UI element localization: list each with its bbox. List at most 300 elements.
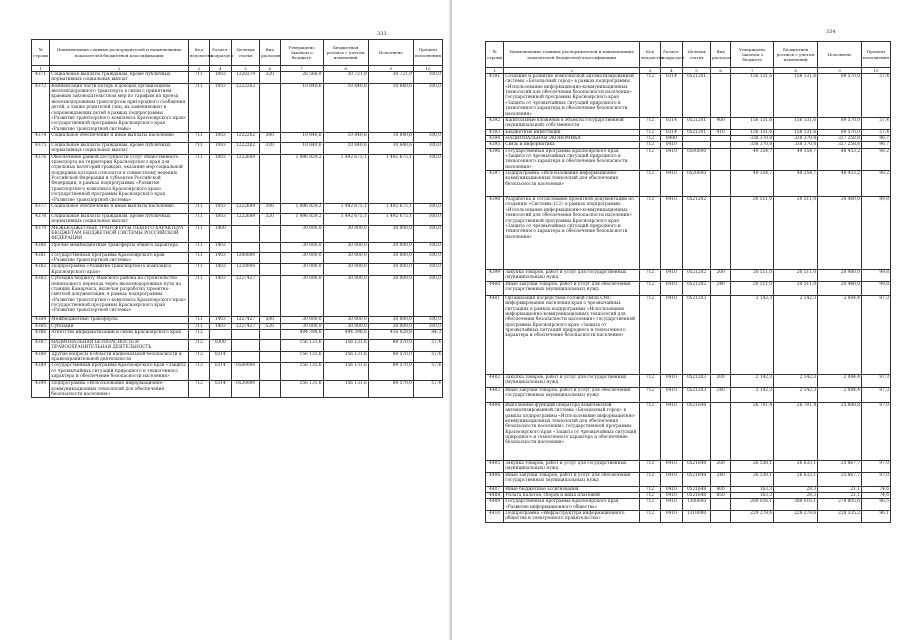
department-code-cell: 711 [189,225,209,242]
table-row [486,499,891,511]
department-code-cell: 711 [189,317,209,323]
table-row [32,154,443,203]
target-article-cell [232,351,260,363]
executed-amount-cell: 10 840,6 [368,142,413,154]
percent-cell: 96,7 [861,135,890,141]
col-number: 4 [209,66,232,72]
percent-cell: 84,3 [413,329,442,339]
percent-cell: 57,4 [413,381,442,398]
section-code-cell: 0410 [660,492,683,498]
percent-cell: 100,0 [413,276,442,317]
expense-type-cell: 320 [260,72,280,84]
row-number-cell: 4390 [32,381,50,398]
row-name-cell: Бюджетные инвестиции [504,129,640,135]
row-name-cell: Связь и информатика [504,142,640,148]
col-header-executed: Исполнено [818,42,862,68]
col-header-percent: Процент исполнения [861,42,890,68]
row-number-cell: 4405 [486,460,504,472]
approved-amount-cell: 20 511,0 [731,270,774,282]
row-number-cell: 4386 [32,329,50,339]
section-code-cell: 0314 [209,381,232,398]
target-article-cell: 1200000 [232,252,260,264]
row-number-cell: 4408 [486,492,504,498]
percent-cell: 74,6 [861,492,890,498]
executed-amount-cell: 30 000,0 [368,317,413,323]
percent-cell: 100,0 [413,252,442,264]
department-code-cell: 712 [640,117,660,129]
percent-cell: 100,0 [413,203,442,213]
budget-list-amount-cell: 156 131,6 [323,339,368,351]
approved-amount-cell: 30 000,0 [280,276,323,317]
executed-amount-cell: 25 888,8 [818,402,862,460]
target-article-cell: 1220000 [232,264,260,276]
table-row [32,329,443,339]
table-row [32,83,443,132]
percent-cell: 100,0 [413,264,442,276]
section-code-cell: 0410 [660,148,683,170]
expense-type-cell [710,197,730,270]
col-number: 5 [683,68,711,74]
expense-type-cell [260,242,280,252]
executed-amount-cell: 10 840,6 [368,83,413,132]
row-name-cell: Закупка товаров, работ и услуг для государственных (муниципальных) нужд [504,374,640,387]
row-number-cell: 4394 [486,135,504,141]
percent-cell: 100,0 [413,323,442,329]
expense-type-cell: 300 [260,203,280,213]
department-code-cell: 712 [640,472,660,486]
row-name-cell: Государственная программа Красноярского края «Развитие транспортной системы» [50,252,189,264]
approved-amount-cell: 49 354,7 [731,171,774,197]
section-code-cell: 0410 [660,281,683,295]
row-name-cell: Создание и развитие комплексной автоматизированной системы «Безопасный город» в рамках подпрограммы «Использование информационно-коммуникационных технологий для обеспечения безопасности населения» государственной программы Красноярского края «Защита от чрезвычайных ситуаций природного и техногенного характера и обеспечение безопасности населения» [504,74,640,118]
target-article-cell: 0520000 [232,381,260,398]
percent-cell: 97,3 [861,295,890,374]
row-number-cell: 4376 [32,154,50,203]
department-code-cell: 712 [189,329,209,339]
row-number-cell: 4372 [32,83,50,132]
budget-list-amount-cell: 156 131,6 [774,74,818,118]
department-code-cell: 712 [640,510,660,522]
approved-amount-cell: 30 000,0 [280,242,323,252]
expense-type-cell [260,83,280,132]
executed-amount-cell: 89 570,0 [368,381,413,398]
table-row [32,142,443,154]
section-code-cell: 0410 [660,510,683,522]
row-name-cell: Иные закупки товаров, работ и услуг для обеспечения государственных (муниципальных) нужд [504,281,640,295]
col-number: 5 [232,66,260,72]
table-row [486,374,891,387]
department-code-cell: 712 [640,197,660,270]
row-name-cell: Социальные выплаты гражданам, кроме публичных нормативных социальных выплат [50,72,189,84]
approved-amount-cell: 30 000,0 [280,225,323,242]
expense-type-cell [710,510,730,522]
col-number: 9 [818,68,862,74]
row-number-cell: 4404 [486,402,504,460]
budget-list-amount-cell: 1 492 675,1 [323,213,368,225]
col-header-budget-list: Бюджетная роспись с учетом изменений [323,40,368,66]
row-number-cell: 4397 [486,171,504,197]
target-article-cell: 0521202 [683,270,711,282]
section-code-cell: 1403 [209,264,232,276]
approved-amount-cell: 338 370,8 [731,135,774,141]
approved-amount-cell: 494 398,6 [280,329,323,339]
expense-type-cell: 320 [260,213,280,225]
target-article-cell: 0521648 [683,460,711,472]
expense-type-cell: 520 [260,323,280,329]
target-article-cell: 1227427 [232,317,260,323]
section-code-cell: 1003 [209,203,232,213]
target-article-cell: 1222689 [232,154,260,203]
budget-list-amount-cell: 49 354,7 [774,171,818,197]
page-number: 333 [377,31,387,37]
col-header-approved: Утверждено Законом о бюджете [731,42,774,68]
budget-list-amount-cell: 229 278,6 [774,510,818,522]
section-code-cell: 1403 [209,276,232,317]
col-number: 4 [660,68,683,74]
table-row [486,402,891,460]
percent-cell: 100,0 [413,225,442,242]
col-header-executed: Исполнено [368,40,413,66]
approved-amount-cell: 2 142,3 [731,374,774,387]
row-number-cell: 4396 [486,148,504,170]
row-number-cell: 4398 [486,197,504,270]
approved-amount-cell: 156 131,6 [280,381,323,398]
approved-amount-cell: 156 131,6 [731,117,774,129]
col-header-name: Наименование главных распорядителей и наименование показателей бюджетной классификации [504,42,640,68]
row-number-cell: 4402 [486,374,504,387]
col-number: 2 [50,66,189,72]
col-number: 7 [731,68,774,74]
table-row [32,363,443,381]
row-name-cell: Иные бюджетные ассигнования [504,486,640,492]
budget-list-amount-cell: 30 721,9 [323,72,368,84]
left-page [0,0,452,640]
budget-list-amount-cell: 30 000,0 [323,225,368,242]
department-code-cell: 711 [189,72,209,84]
approved-amount-cell: 30 000,0 [280,252,323,264]
row-name-cell: Компенсация части потерь в доходах организациям железнодорожного транспорта в связи с принятием краевым законодательством мер по тарифам на проезд железнодорожным транспортом пригородного сообщения детей, а также родителей (лиц, их заменяющих) и сопровождающих детей в рамках подпрограммы «Развитие транспортного комплекса Красноярского края» государственной программы Красноярского края «Развитие транспортной системы» [50,83,189,132]
row-name-cell: Иные закупки товаров, работ и услуг для обеспечения государственных (муниципальных) нужд [504,387,640,402]
section-code-cell: 0300 [209,339,232,351]
department-code-cell: 712 [640,142,660,148]
department-code-cell: 711 [189,154,209,203]
col-header-target-article: Целевая статья [232,40,260,66]
department-code-cell: 712 [640,460,660,472]
row-name-cell: Государственная программа Красноярского края «Развитие информационного общества» [504,499,640,511]
row-number-cell: 4392 [486,117,504,129]
executed-amount-cell: 1 492 675,1 [368,203,413,213]
row-name-cell: Прочие межбюджетные трансферты общего характера [50,242,189,252]
budget-list-amount-cell: 494 398,6 [323,329,368,339]
row-number-cell: 4393 [486,129,504,135]
budget-list-amount-cell: 10 840,6 [323,132,368,142]
row-name-cell: Иные закупки товаров, работ и услуг для обеспечения государственных (муниципальных) нужд [504,472,640,486]
target-article-cell: 1222262 [232,132,260,142]
percent-cell: 96,1 [861,510,890,522]
department-code-cell: 712 [640,171,660,197]
right-page [452,0,905,640]
approved-amount-cell: 156 131,6 [731,129,774,135]
target-article-cell: 1222689 [232,213,260,225]
executed-amount-cell: 327 258,8 [818,135,862,141]
table-row [486,197,891,270]
budget-list-amount-cell: 30 000,0 [323,276,368,317]
executed-amount-cell: 89 570,0 [368,351,413,363]
budget-list-amount-cell: 30 000,0 [323,242,368,252]
expense-type-cell [260,381,280,398]
approved-amount-cell: 156 131,6 [280,351,323,363]
row-name-cell: Подпрограмма «Использование информационно-коммуникационных технологий для обеспечения безопасности населения» [504,171,640,197]
budget-list-amount-cell: 156 131,6 [774,129,818,135]
section-code-cell: 1003 [209,72,232,84]
executed-amount-cell: 21,1 [818,492,862,498]
approved-amount-cell: 30 000,0 [280,323,323,329]
department-code-cell: 712 [640,387,660,402]
department-code-cell: 711 [189,252,209,264]
table-row [486,171,891,197]
target-article-cell: 0521648 [683,402,711,460]
target-article-cell: 0521201 [683,129,711,135]
approved-amount-cell: 2 142,3 [731,295,774,374]
target-article-cell [232,225,260,242]
table-row [32,242,443,252]
row-name-cell: НАЦИОНАЛЬНАЯ ЭКОНОМИКА [504,135,640,141]
col-number: 6 [260,66,280,72]
executed-amount-cell: 2 084,4 [818,387,862,402]
section-code-cell: 0314 [660,129,683,135]
approved-amount-cell: 338 370,8 [731,142,774,148]
col-header-expense-type: Вид расходов [710,42,730,68]
expense-type-cell: 240 [710,387,730,402]
percent-cell: 98,2 [861,171,890,197]
approved-amount-cell: 163,3 [731,492,774,498]
row-number-cell: 4381 [32,252,50,264]
executed-amount-cell: 48 453,2 [818,171,862,197]
percent-cell: 99,8 [861,281,890,295]
col-header-approved: Утверждено Законом о бюджете [280,40,323,66]
percent-cell: 57,4 [413,351,442,363]
executed-amount-cell: 30 000,0 [368,264,413,276]
col-number: 6 [710,68,730,74]
executed-amount-cell: 1 492 675,1 [368,213,413,225]
row-number-cell: 4399 [486,270,504,282]
budget-execution-table [485,41,891,523]
row-name-cell: Подпрограмма «Инфраструктура информационного общества и электронного правительства» [504,510,640,522]
table-body [32,72,443,398]
section-code-cell [209,329,232,339]
col-header-department-code: Код ведомства [640,42,660,68]
table-row [486,148,891,170]
percent-cell: 99,8 [861,270,890,282]
row-number-cell: 4391 [486,74,504,118]
executed-amount-cell: 30 000,0 [368,323,413,329]
table-row [32,381,443,398]
department-code-cell: 712 [189,351,209,363]
row-number-cell: 4410 [486,510,504,522]
budget-list-amount-cell: 156 131,6 [323,351,368,363]
expense-type-cell [710,402,730,460]
approved-amount-cell: 289 016,1 [731,499,774,511]
expense-type-cell [260,351,280,363]
budget-list-amount-cell: 338 370,8 [774,135,818,141]
executed-amount-cell: 1 492 675,1 [368,154,413,203]
percent-cell: 57,4 [861,129,890,135]
col-header-section: Раздел-подраздел [209,40,232,66]
target-article-cell: 0521203 [683,295,711,374]
section-code-cell: 0410 [660,295,683,374]
target-article-cell: 0521202 [683,197,711,270]
section-code-cell: 1003 [209,213,232,225]
row-number-cell: 4400 [486,281,504,295]
executed-amount-cell: 30 000,0 [368,242,413,252]
col-header-department-code: Код ведомства [189,40,209,66]
target-article-cell: 1227427 [232,276,260,317]
percent-cell: 57,4 [413,363,442,381]
approved-amount-cell: 1 496 829,2 [280,154,323,203]
col-header-expense-type: Вид расходов [260,40,280,66]
department-code-cell: 711 [189,83,209,132]
target-article-cell [232,329,260,339]
approved-amount-cell: 156 131,6 [280,339,323,351]
approved-amount-cell: 30 000,0 [280,317,323,323]
approved-amount-cell: 10 840,6 [280,83,323,132]
department-code-cell: 711 [189,264,209,276]
col-header-name: Наименование главных распорядителей и наименование показателей бюджетной классификации [50,40,189,66]
budget-list-amount-cell: 20 511,0 [774,281,818,295]
budget-list-amount-cell: 10 840,6 [323,83,368,132]
executed-amount-cell: 327 258,8 [818,142,862,148]
expense-type-cell [710,148,730,170]
target-article-cell: 1227427 [232,323,260,329]
executed-amount-cell: 89 570,0 [368,363,413,381]
budget-list-amount-cell: 1 492 675,1 [323,203,368,213]
row-name-cell: Уплата налогов, сборов и иных платежей [504,492,640,498]
budget-list-amount-cell: 2 142,3 [774,374,818,387]
executed-amount-cell: 89 570,0 [818,74,862,118]
expense-type-cell [710,171,730,197]
section-code-cell: 0410 [660,270,683,282]
executed-amount-cell: 48 453,2 [818,148,862,170]
header-row [32,40,443,66]
header-row [486,42,891,68]
budget-list-amount-cell: 2 142,3 [774,295,818,374]
executed-amount-cell: 89 570,0 [818,117,862,129]
budget-list-amount-cell: 338 370,8 [774,142,818,148]
table-row [32,276,443,317]
approved-amount-cell: 156 131,6 [280,363,323,381]
percent-cell: 100,0 [413,142,442,154]
expense-type-cell [260,264,280,276]
percent-cell: 97,0 [861,402,890,460]
expense-type-cell: 240 [710,472,730,486]
percent-cell: 97,0 [861,472,890,486]
budget-list-amount-cell: 30 000,0 [323,252,368,264]
percent-cell: 100,0 [413,83,442,132]
department-code-cell: 711 [189,323,209,329]
table-row [32,252,443,264]
percent-cell: 97,3 [861,387,890,402]
department-code-cell: 712 [640,402,660,460]
section-code-cell: 1403 [209,317,232,323]
department-code-cell: 711 [189,132,209,142]
department-code-cell: 711 [189,142,209,154]
budget-list-amount-cell: 49 354,7 [774,148,818,170]
expense-type-cell: 300 [260,132,280,142]
executed-amount-cell: 89 570,0 [818,129,862,135]
section-code-cell: 0410 [660,374,683,387]
budget-list-amount-cell: 28,3 [774,492,818,498]
approved-amount-cell: 10 840,6 [280,132,323,142]
executed-amount-cell: 2 084,4 [818,374,862,387]
executed-amount-cell: 25 867,7 [818,472,862,486]
target-article-cell: 0521201 [683,74,711,118]
department-code-cell: 712 [640,129,660,135]
row-name-cell: Капитальные вложения в объекты государственной (муниципальной) собственности [504,117,640,129]
target-article-cell: 0521648 [683,472,711,486]
row-name-cell: МЕЖБЮДЖЕТНЫЕ ТРАНСФЕРТЫ ОБЩЕГО ХАРАКТЕРА БЮДЖЕТАМ БЮДЖЕТНОЙ СИСТЕМЫ РОССИЙСКОЙ ФЕДЕРАЦИИ [50,225,189,242]
table-row [32,264,443,276]
row-name-cell: Социальное обеспечение и иные выплаты населению [50,203,189,213]
row-name-cell: Социальные выплаты гражданам, кроме публичных нормативных социальных выплат [50,213,189,225]
section-code-cell: 0410 [660,142,683,148]
department-code-cell: 711 [189,242,209,252]
col-number: 1 [486,68,504,74]
row-name-cell: Организация посредством сотовой связи СМС информирования населения края о чрезвычайных ситуациях в рамках подпрограммы «Использование информационно-коммуникационных технологий для обеспечения безопасности населения» государственной программы Красноярского края «Защита от чрезвычайных ситуаций природного и техногенного характера и обеспечение безопасности населения» [504,295,640,374]
target-article-cell: 0521202 [683,281,711,295]
executed-amount-cell: 278 805,6 [818,499,862,511]
percent-cell: 97,3 [861,374,890,387]
row-name-cell: Межбюджетные трансферты [50,317,189,323]
section-code-cell: 0314 [660,74,683,118]
row-number-cell: 4406 [486,472,504,486]
department-code-cell: 712 [640,492,660,498]
row-number-cell: 4374 [32,132,50,142]
expense-type-cell: 500 [260,317,280,323]
row-name-cell: Закупка товаров, работ и услуг для государственных (муниципальных) нужд [504,460,640,472]
budget-list-amount-cell: 28,3 [774,486,818,492]
percent-cell: 97,0 [861,460,890,472]
department-code-cell: 712 [189,381,209,398]
row-name-cell: Государственная программа Красноярского края «Защита от чрезвычайных ситуаций природного и техногенного характера и обеспечение безопасности населения» [50,363,189,381]
expense-type-cell: 240 [710,281,730,295]
section-code-cell: 0410 [660,499,683,511]
budget-list-amount-cell: 20 511,0 [774,270,818,282]
expense-type-cell [260,252,280,264]
expense-type-cell [260,339,280,351]
row-number-cell: 4409 [486,499,504,511]
row-name-cell: Подпрограмма «Развитие транспортного комплекса Красноярского края» [50,264,189,276]
row-number-cell: 4403 [486,387,504,402]
executed-amount-cell: 30 000,0 [368,252,413,264]
row-number-cell: 4371 [32,72,50,84]
section-code-cell: 1003 [209,142,232,154]
row-number-cell: 4385 [32,323,50,329]
expense-type-cell [260,154,280,203]
approved-amount-cell: 20 511,0 [731,281,774,295]
approved-amount-cell: 26 538,1 [731,460,774,472]
col-number: 10 [861,68,890,74]
budget-list-amount-cell: 20 511,0 [774,197,818,270]
expense-type-cell: 800 [710,486,730,492]
department-code-cell: 712 [640,499,660,511]
percent-cell: 57,4 [861,74,890,118]
section-code-cell: 0410 [660,472,683,486]
section-code-cell: 0314 [209,351,232,363]
department-code-cell: 712 [189,339,209,351]
executed-amount-cell: 228 335,2 [818,510,862,522]
table-row [486,281,891,295]
percent-cell: 74,6 [861,486,890,492]
